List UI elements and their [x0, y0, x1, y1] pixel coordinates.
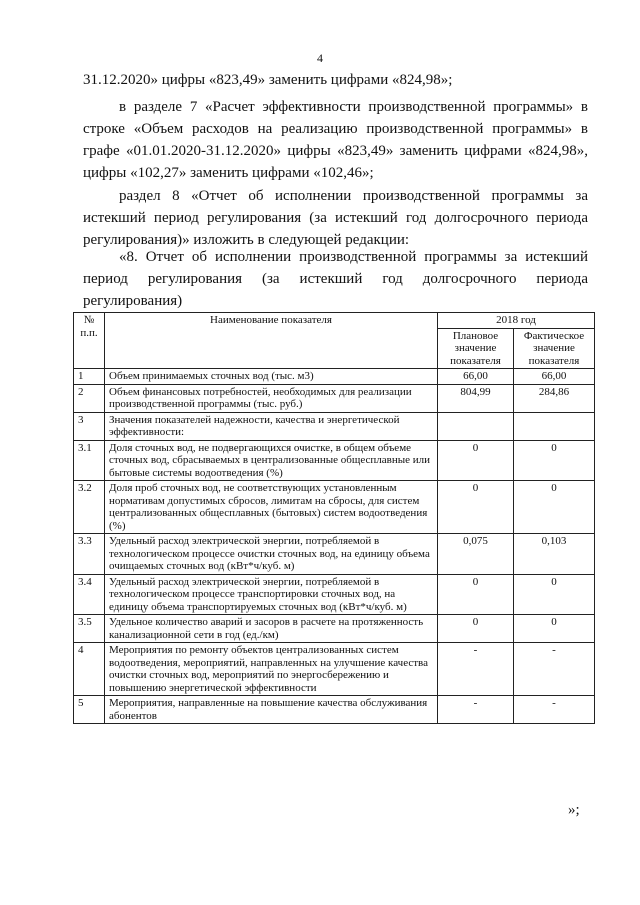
actual-value: 0,103 [514, 534, 595, 575]
section-8-heading: «8. Отчет об исполнении производственной программы за истекший период регулирования (за истекший год долгосрочного периода регулирования) [83, 249, 588, 309]
row-number: 3 [74, 412, 105, 440]
table-row [74, 481, 595, 534]
table-row [74, 384, 595, 412]
indicator-name: Удельный расход электрической энергии, потребляемой в технологическом процессе очистки сточных вод, на единицу объема очищаемых сточных вод (кВт*ч/куб. м) [105, 534, 438, 575]
indicator-name: Доля проб сточных вод, не соответствующих установленным нормативам допустимых сбросов, лимитам на сбросы, для систем централизованных общесплавных (бытовых) систем водоотведения (%) [105, 481, 438, 534]
planned-value: 0 [438, 481, 514, 534]
row-number: 4 [74, 643, 105, 696]
actual-value: 284,86 [514, 384, 595, 412]
actual-value: 0 [514, 574, 595, 615]
actual-value: 0 [514, 481, 595, 534]
planned-value: 0,075 [438, 534, 514, 575]
indicators-table [73, 312, 595, 724]
planned-value: 0 [438, 574, 514, 615]
actual-value [514, 412, 595, 440]
indicator-name: Удельный расход электрической энергии, потребляемой в технологическом процессе транспортировки сточных вод, на единицу объема транспортируемых сточных вод (кВт*ч/куб. м) [105, 574, 438, 615]
planned-value: 66,00 [438, 369, 514, 385]
actual-value: 66,00 [514, 369, 595, 385]
table-header-row [74, 313, 595, 329]
paragraph-amendment-section-7: в разделе 7 «Расчет эффективности производственной программы» в строке «Объем расходов на реализацию производственной программы» в графе «01.01.2020-31.12.2020» цифры «823,49» заменить цифрами «824,98», цифры «102,27» заменить цифрами «102,46»; [83, 99, 588, 181]
table-row [74, 412, 595, 440]
indicator-name: Объем принимаемых сточных вод (тыс. м3) [105, 369, 438, 385]
table-row [74, 696, 595, 724]
row-number: 3.1 [74, 440, 105, 481]
table-row [74, 369, 595, 385]
planned-value: - [438, 643, 514, 696]
row-number: 3.3 [74, 534, 105, 575]
table-row [74, 440, 595, 481]
row-number: 3.4 [74, 574, 105, 615]
indicator-name: Доля сточных вод, не подвергающихся очистке, в общем объеме сточных вод, сбрасываемых в централизованные общесплавные или бытовые системы водоотведения (%) [105, 440, 438, 481]
actual-value: - [514, 643, 595, 696]
row-number: 3.5 [74, 615, 105, 643]
row-number: 5 [74, 696, 105, 724]
header-planned-value: Плановое значение показателя [438, 328, 514, 369]
planned-value: 0 [438, 615, 514, 643]
header-actual-value: Фактическое значение показателя [514, 328, 595, 369]
page-number: 4 [317, 51, 323, 65]
header-indicator-name: Наименование показателя [105, 313, 438, 369]
indicator-name: Мероприятия, направленные на повышение качества обслуживания абонентов [105, 696, 438, 724]
paragraph-amendment-1: 31.12.2020» цифры «823,49» заменить цифрами «824,98»; [83, 72, 453, 88]
table-row [74, 574, 595, 615]
indicator-name: Удельное количество аварий и засоров в расчете на протяженность канализационной сети в год (ед./км) [105, 615, 438, 643]
actual-value: 0 [514, 615, 595, 643]
table-row [74, 534, 595, 575]
planned-value [438, 412, 514, 440]
table-row [74, 643, 595, 696]
planned-value: 0 [438, 440, 514, 481]
planned-value: 804,99 [438, 384, 514, 412]
planned-value: - [438, 696, 514, 724]
row-number: 1 [74, 369, 105, 385]
header-year: 2018 год [438, 313, 595, 329]
row-number: 2 [74, 384, 105, 412]
row-number: 3.2 [74, 481, 105, 534]
actual-value: - [514, 696, 595, 724]
actual-value: 0 [514, 440, 595, 481]
closing-quote: »; [568, 802, 580, 818]
indicator-name: Значения показателей надежности, качества и энергетической эффективности: [105, 412, 438, 440]
header-number: № п.п. [74, 313, 105, 369]
paragraph-amendment-section-8: раздел 8 «Отчет об исполнении производственной программы за истекший период регулирования (за истекший год долгосрочного периода регулирования)» изложить в следующей редакции: [83, 188, 588, 248]
table-row [74, 615, 595, 643]
indicator-name: Объем финансовых потребностей, необходимых для реализации производственной программы (тыс. руб.) [105, 384, 438, 412]
indicator-name: Мероприятия по ремонту объектов централизованных систем водоотведения, мероприятий, направленных на улучшение качества очистки сточных вод, мероприятий по энергосбережению и повышению энергетической эффективности [105, 643, 438, 696]
